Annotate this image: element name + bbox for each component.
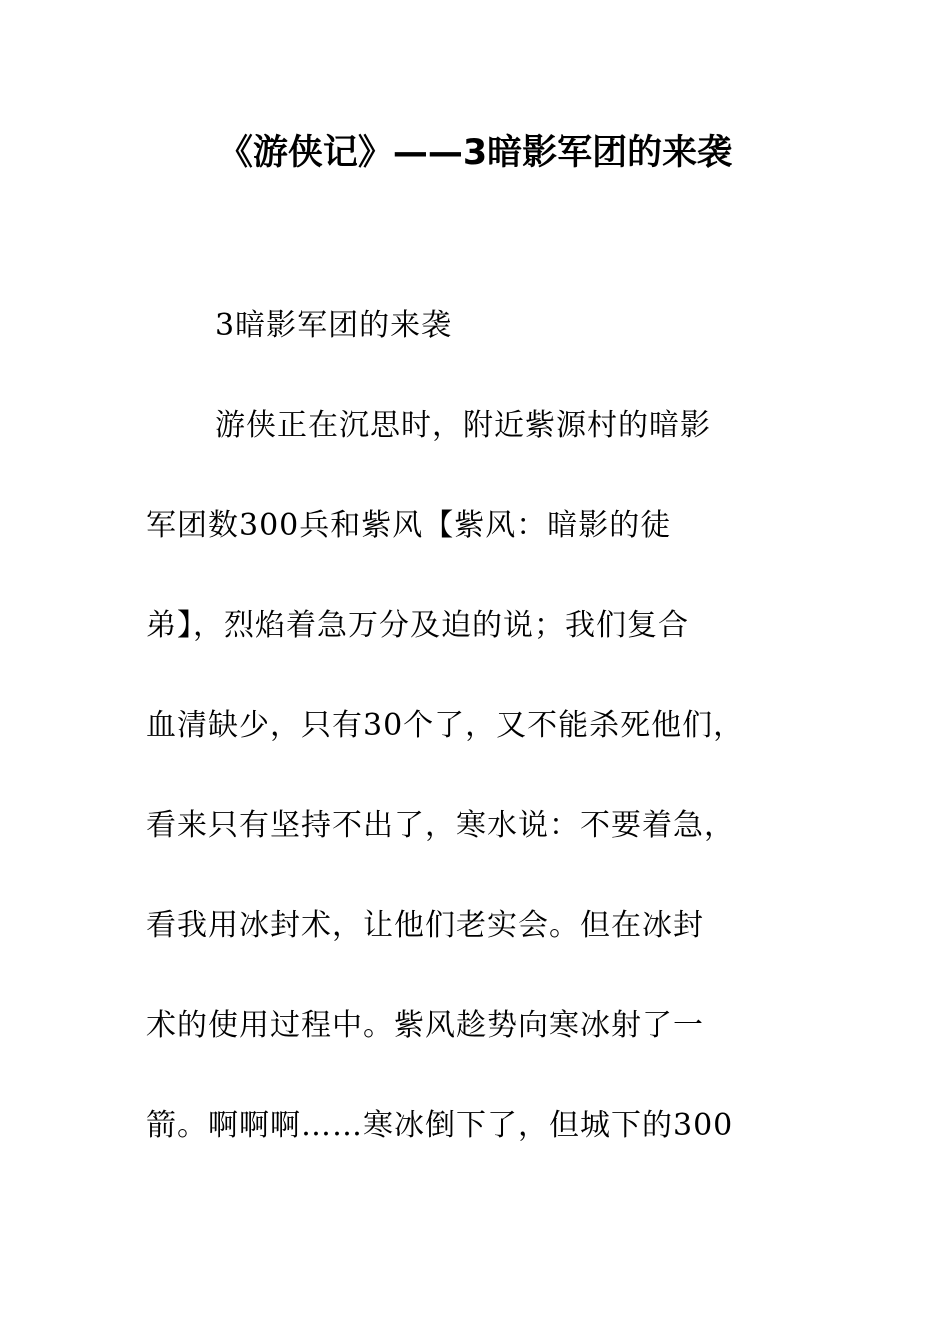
- paragraph-line: 军团数300兵和紫风【紫风：暗影的徒: [146, 508, 672, 543]
- paragraph-line: 弟】，烈焰着急万分及迫的说；我们复合: [146, 608, 689, 643]
- paragraph-line: 看来只有坚持不出了，寒水说：不要着急，: [146, 808, 735, 843]
- section-heading: 3暗影军团的来袭: [215, 308, 453, 343]
- paragraph-line: 游侠正在沉思时，附近紫源村的暗影: [215, 408, 711, 443]
- paragraph-line: 术的使用过程中。紫风趁势向寒冰射了一: [146, 1008, 704, 1043]
- paragraph-line: 看我用冰封术，让他们老实会。但在冰封: [146, 908, 704, 943]
- paragraph-line: 箭。啊啊啊……寒冰倒下了，但城下的300: [146, 1108, 734, 1143]
- document-title: 《游侠记》——3暗影军团的来袭: [217, 133, 733, 173]
- paragraph-line: 血清缺少，只有30个了，又不能杀死他们，: [146, 708, 745, 743]
